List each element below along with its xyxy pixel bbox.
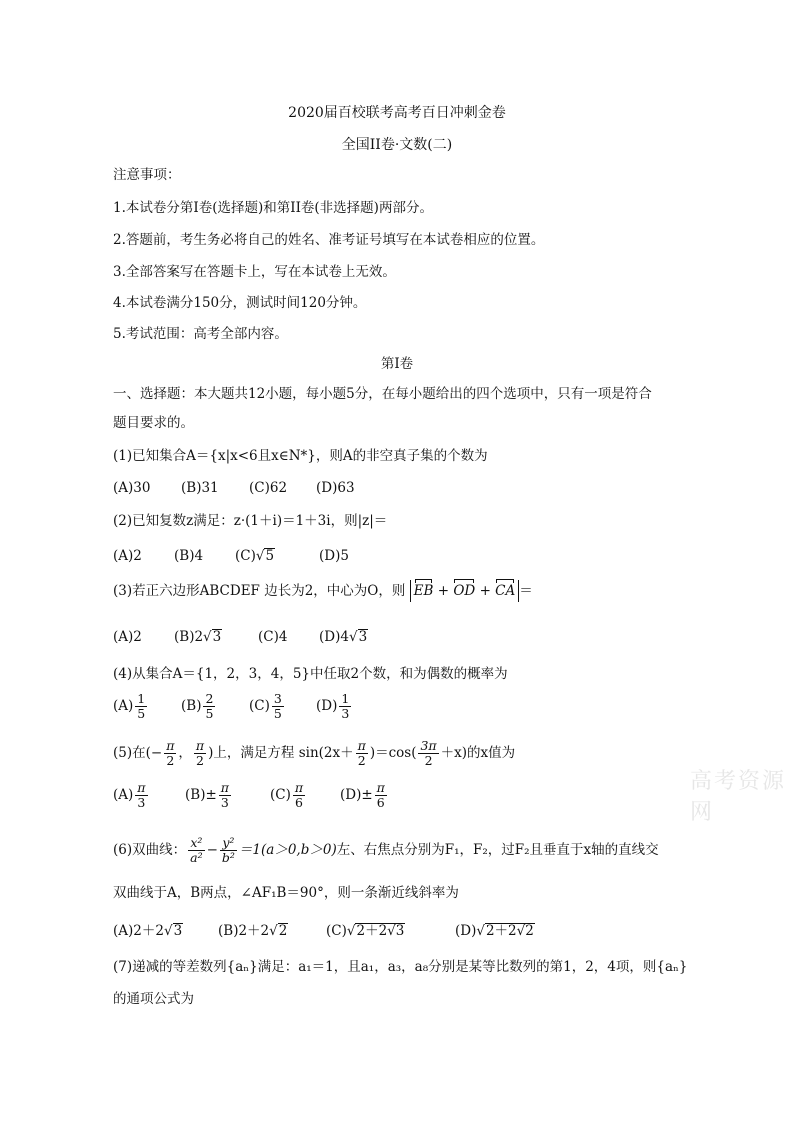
- q6-frac-x2-a2: [188, 836, 204, 865]
- q5-text-2: ，: [178, 745, 192, 761]
- q3-plus-1: +: [437, 583, 450, 599]
- q6-text-1: (6)双曲线：: [113, 842, 187, 858]
- q5-option-a-fraction: [135, 781, 147, 810]
- fraction-numerator: π: [294, 780, 304, 795]
- q2-option-c-radicand: 5: [265, 548, 275, 564]
- question-6-stem-cont: 双曲线于A，B两点，∠AF₁B＝90°，则一条渐近线斜率为: [113, 885, 459, 901]
- fraction-denominator: 3: [219, 795, 231, 810]
- q4-option-d-label: (D): [316, 698, 338, 714]
- q6-frac-y2-b2: [220, 836, 237, 865]
- q3-stem-text: (3)若正六边形ABCDEF 边长为2，中心为O，则: [113, 583, 406, 599]
- q6-option-d: (D)√2＋2√2: [455, 923, 534, 939]
- q6-option-c: (C)√2＋2√3: [326, 923, 405, 939]
- q3-equals: ＝: [519, 583, 533, 599]
- q3-option-b-label: (B)2: [174, 629, 204, 645]
- question-7-stem: (7)递减的等差数列{aₙ}满足：a₁＝1，且a₁，a₃，a₈分别是某等比数列的第1，2，4项，则{aₙ}: [113, 959, 688, 975]
- q6-option-b: (B)2＋2√2: [218, 923, 288, 939]
- fraction-denominator: 2: [194, 753, 206, 768]
- fraction-numerator: π: [166, 738, 175, 753]
- fraction-denominator: 3: [341, 706, 350, 721]
- q2-option-b: (B)4: [174, 548, 204, 564]
- fraction-numerator: 1: [341, 691, 350, 706]
- fraction-numerator: 3π: [420, 738, 437, 753]
- q3-option-b-radicand: 3: [212, 629, 222, 645]
- q4-option-d-fraction: [339, 692, 351, 721]
- q5-option-c: [270, 781, 307, 810]
- fraction-denominator: 5: [205, 706, 214, 721]
- q5-option-c-fraction: [293, 781, 305, 810]
- q2-option-a: (A)2: [113, 548, 142, 564]
- q3-vector-ca: CA: [495, 583, 516, 599]
- exam-subtitle: 全国II卷·文数(二): [341, 137, 453, 153]
- section-instruction-cont: 题目要求的。: [113, 415, 194, 431]
- q3-vector-eb: EB: [413, 583, 434, 599]
- q4-option-b: [181, 692, 217, 721]
- fraction-numerator: π: [376, 780, 385, 795]
- q6-condition: ＝1(a＞0,b＞0): [238, 842, 337, 858]
- q4-option-a-fraction: [135, 692, 147, 721]
- q4-option-a-label: (A): [113, 698, 134, 714]
- q5-option-a-label: (A): [113, 787, 134, 803]
- q5-option-d: [340, 781, 389, 810]
- fraction-numerator: y²: [222, 835, 235, 850]
- q6-option-d-radicand: 2＋2√2: [485, 923, 534, 939]
- notice-item: 3.全部答案写在答题卡上，写在本试卷上无效。: [113, 264, 396, 280]
- q1-option-d: (D)63: [316, 480, 355, 496]
- watermark: 高考资源网: [690, 769, 787, 825]
- q6-option-c-radicand: 2＋2√3: [356, 923, 405, 939]
- question-1-stem: (1)已知集合A＝{x|x<6且x∈N*}，则A的非空真子集的个数为: [113, 448, 488, 464]
- q4-option-c-label: (C): [249, 698, 270, 714]
- fraction-denominator: 2: [418, 753, 438, 768]
- q2-option-c-label: (C): [235, 548, 256, 564]
- fraction-numerator: π: [357, 738, 366, 753]
- question-5-stem: [113, 739, 515, 768]
- q4-option-b-label: (B): [181, 698, 202, 714]
- section-instruction: 一、选择题：本大题共12小题，每小题5分，在每小题给出的四个选项中，只有一项是符合: [113, 386, 652, 402]
- q5-option-b: [185, 781, 233, 810]
- fraction-denominator: 5: [273, 706, 282, 721]
- q3-vector-od: OD: [453, 583, 476, 599]
- q6-option-b-radicand: 2: [278, 923, 288, 939]
- q6-option-d-label: (D): [455, 923, 477, 939]
- question-3-stem: [113, 580, 533, 602]
- fraction-denominator: 6: [293, 795, 305, 810]
- q3-option-d-radicand: 3: [358, 629, 368, 645]
- q3-plus-2: +: [479, 583, 491, 599]
- q5-frac-pi-over-2: [194, 739, 206, 768]
- question-7-stem-cont: 的通项公式为: [113, 991, 194, 1007]
- q6-option-a: (A)2＋2√3: [113, 923, 183, 939]
- q5-option-d-fraction: [375, 781, 387, 810]
- fraction-numerator: π: [220, 780, 229, 795]
- q6-option-a-label: (A)2＋2: [113, 923, 164, 939]
- q5-text-3: )上，满足方程 sin(2x＋: [208, 745, 354, 761]
- question-6-stem: [113, 836, 659, 865]
- q1-option-a: (A)30: [113, 480, 151, 496]
- fraction-numerator: x²: [190, 835, 203, 850]
- notice-heading: 注意事项：: [113, 167, 181, 183]
- q5-frac-3pi-over-2: [418, 739, 438, 768]
- q2-option-c: (C)√5: [235, 548, 275, 564]
- q3-option-d-label: (D)4: [319, 629, 349, 645]
- q5-text-1: (5)在(−: [113, 745, 163, 761]
- q4-option-b-fraction: [203, 692, 215, 721]
- fraction-denominator: 5: [137, 706, 146, 721]
- q3-vector-sum: [410, 580, 520, 602]
- fraction-numerator: 2: [205, 691, 214, 706]
- q2-option-d: (D)5: [319, 548, 349, 564]
- q5-frac-neg-pi-over-2: [164, 739, 176, 768]
- q3-option-c: (C)4: [258, 629, 288, 645]
- fraction-denominator: a²: [190, 850, 203, 865]
- q5-option-a: [113, 781, 150, 810]
- fraction-denominator: b²: [221, 850, 235, 865]
- fraction-denominator: 6: [375, 795, 387, 810]
- q4-option-a: [113, 692, 149, 721]
- fraction-denominator: 2: [356, 753, 368, 768]
- fraction-denominator: 2: [164, 753, 176, 768]
- notice-item: 1.本试卷分第I卷(选择题)和第II卷(非选择题)两部分。: [113, 200, 433, 216]
- fraction-denominator: 3: [135, 795, 147, 810]
- q6-minus: −: [206, 842, 218, 858]
- q4-option-c: [249, 692, 286, 721]
- q6-option-b-label: (B)2＋2: [218, 923, 270, 939]
- q5-option-b-fraction: [219, 781, 231, 810]
- question-2-stem: (2)已知复数z满足：z·(1＋i)＝1＋3i，则|z|＝: [113, 513, 388, 529]
- exam-title: 2020届百校联考高考百日冲刺金卷: [288, 105, 506, 121]
- q4-option-d: [316, 692, 353, 721]
- notice-item: 5.考试范围：高考全部内容。: [113, 326, 288, 342]
- fraction-numerator: 3: [273, 691, 282, 706]
- q5-option-c-label: (C): [270, 787, 291, 803]
- fraction-numerator: 1: [137, 691, 146, 706]
- q5-frac-pi-over-2-b: [356, 739, 368, 768]
- q6-text-2: 左、右焦点分别为F₁，F₂，过F₂且垂直于x轴的直线交: [336, 842, 659, 858]
- q3-option-d: (D)4√3: [319, 629, 368, 645]
- q5-option-d-label: (D)±: [340, 787, 373, 803]
- notice-item: 2.答题前，考生务必将自己的姓名、准考证号填写在本试卷相应的位置。: [113, 232, 545, 248]
- fraction-numerator: π: [137, 780, 146, 795]
- q6-option-c-label: (C): [326, 923, 347, 939]
- notice-item: 4.本试卷满分150分，测试时间120分钟。: [113, 295, 367, 311]
- q6-option-a-radicand: 3: [173, 923, 183, 939]
- q3-option-a: (A)2: [113, 629, 142, 645]
- fraction-numerator: π: [195, 738, 205, 753]
- q5-text-5: ＋x)的x值为: [440, 745, 516, 761]
- q1-option-b: (B)31: [181, 480, 219, 496]
- section-title: 第I卷: [380, 356, 414, 372]
- q3-option-b: (B)2√3: [174, 629, 222, 645]
- question-4-stem: (4)从集合A＝{1，2，3，4，5}中任取2个数，和为偶数的概率为: [113, 666, 508, 682]
- q5-option-b-label: (B)±: [185, 787, 217, 803]
- q4-option-c-fraction: [272, 692, 284, 721]
- q1-option-c: (C)62: [249, 480, 288, 496]
- q5-text-4: )＝cos(: [369, 745, 417, 761]
